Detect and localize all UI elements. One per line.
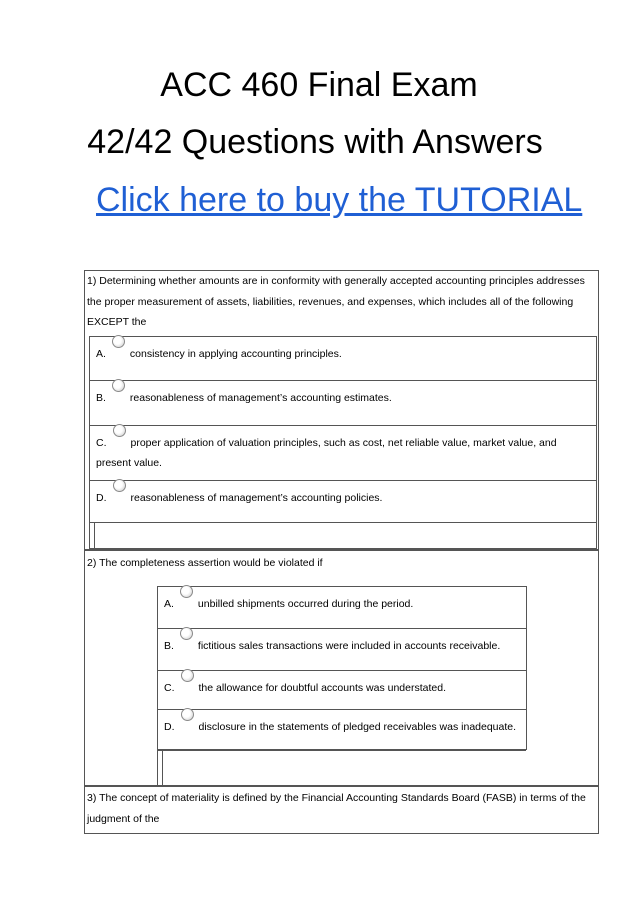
table-spacer — [157, 749, 163, 786]
option-letter: B. — [164, 640, 174, 652]
question-1-text: 1) Determining whether amounts are in conformity with generally accepted accounting principles addresses the proper measurement of assets, liabilities, revenues, and expenses, which includes all of the following EXCEPT the — [87, 275, 585, 328]
question-3-text: 3) The concept of materiality is defined by the Financial Accounting Standards Board (FASB) in terms of the judgment of the — [87, 792, 586, 825]
radio-button-icon[interactable] — [113, 479, 126, 492]
radio-button-icon[interactable] — [112, 379, 125, 392]
option-2d[interactable] — [158, 710, 526, 751]
option-1d[interactable] — [90, 481, 596, 523]
option-text: reasonableness of management’s accounting estimates. — [129, 392, 392, 404]
table-spacer — [89, 522, 95, 549]
option-2c[interactable] — [158, 671, 526, 710]
option-letter: D. — [164, 721, 175, 733]
option-text: reasonableness of management’s accounting policies. — [130, 492, 383, 504]
question-3 — [84, 786, 599, 834]
radio-button-icon[interactable] — [112, 335, 125, 348]
option-text: fictitious sales transactions were included in accounts receivable. — [197, 640, 501, 652]
radio-button-icon[interactable] — [180, 585, 193, 598]
option-text: proper application of valuation principles, such as cost, net reliable value, market value, and present value. — [96, 437, 557, 469]
option-letter: D. — [96, 492, 107, 504]
option-text: consistency in applying accounting principles. — [129, 348, 342, 360]
option-2b[interactable] — [158, 629, 526, 671]
radio-button-icon[interactable] — [181, 669, 194, 682]
option-letter: C. — [96, 437, 107, 449]
option-letter: B. — [96, 392, 106, 404]
option-text: disclosure in the statements of pledged receivables was inadequate. — [198, 721, 517, 733]
option-2a[interactable] — [158, 587, 526, 629]
option-letter: A. — [96, 348, 106, 360]
buy-tutorial-link[interactable]: Click here to buy the TUTORIAL — [96, 181, 583, 219]
option-letter: C. — [164, 682, 175, 694]
document-subtitle: 42/42 Questions with Answers — [87, 123, 543, 161]
option-1a[interactable] — [90, 337, 596, 381]
question-2 — [84, 550, 599, 786]
question-1-options — [89, 336, 597, 549]
option-letter: A. — [164, 598, 174, 610]
option-1c[interactable] — [90, 426, 596, 481]
radio-button-icon[interactable] — [113, 424, 126, 437]
question-2-options — [157, 586, 527, 750]
option-text: the allowance for doubtful accounts was understated. — [198, 682, 446, 694]
option-1b[interactable] — [90, 381, 596, 426]
document-title: ACC 460 Final Exam — [160, 66, 478, 104]
radio-button-icon[interactable] — [180, 627, 193, 640]
radio-button-icon[interactable] — [181, 708, 194, 721]
question-2-text: 2) The completeness assertion would be violated if — [87, 557, 323, 569]
question-1 — [84, 270, 599, 550]
option-text: unbilled shipments occurred during the period. — [197, 598, 414, 610]
